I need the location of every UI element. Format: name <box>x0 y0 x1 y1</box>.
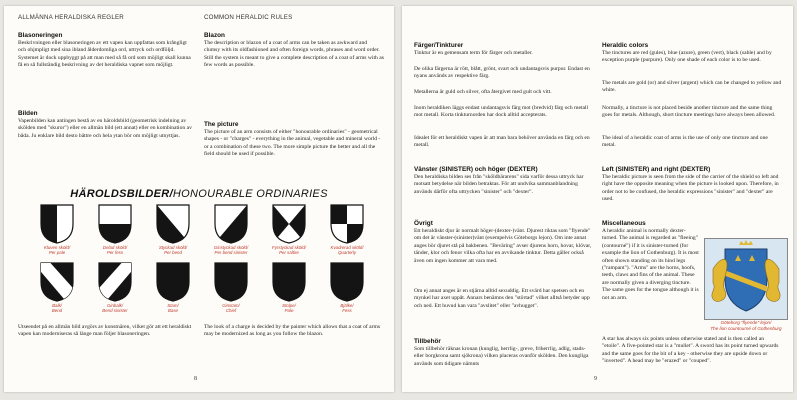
text-farger-1: Tinktur är en gemensam term för färger och metaller. <box>414 50 533 56</box>
right-page <box>402 6 793 392</box>
text-colors-1: The tinctures are red (gules), blue (azure), green (vert), black (sable) and by exception purple (purpure). Only one shade of each color is to be used. <box>602 50 772 64</box>
caption-sv: Kvadrerad sköld/ <box>330 245 364 250</box>
heading-blazon: Blazon <box>204 32 225 39</box>
shield-pale-icon <box>272 262 306 302</box>
caption-bend <box>37 303 77 313</box>
caption-per-bend <box>153 245 193 255</box>
shield-per-saltire <box>269 204 309 255</box>
gothenburg-coat-of-arms <box>704 238 788 320</box>
text-ovrigt-1: Ett heraldiskt djur är normalt höger-(dexter-)vänt. Djurest riktas som "flyende" om det är vänster-(sinister)vänt (exempelvis Göteborgs lejon). Om inte annat anges bör djuret stå på bakbenen. "Beväring" avser djurens horn, hovar, klövar, tänder, klor och fenor vilka ofta har en avvikande tinktur. Detta gäller också även om ingen kommer att vara med. <box>414 228 592 264</box>
caption-per-fess <box>95 245 135 255</box>
shield-bend-sinister <box>95 262 135 313</box>
left-page <box>4 6 394 392</box>
heading-heraldic-colors: Heraldic colors <box>602 42 649 49</box>
caption-per-bend-sinister <box>211 245 251 255</box>
caption-en: Pale <box>284 308 294 314</box>
banner-swedish: HÄROLDSBILDER/ <box>70 188 173 200</box>
caption-sv: Styckad sköld/ <box>158 245 188 250</box>
caption-sv: Stam/ <box>167 303 179 308</box>
caption-per-pale <box>37 245 77 255</box>
heading-blasoneringen: Blasoneringen <box>18 32 63 39</box>
heading-bilden: Bilden <box>18 110 38 117</box>
heading-ovrigt: Övrigt <box>414 220 433 227</box>
text-misc-2: A star has always six points unless otherwise stated and is then called an "etoile". A five-pointed star is a "mullet". A sword has its point turned upwards and the same goes for the bit of a key - otherwise they are upside down or "inverted". A head may be "erazed" or "couped". <box>602 336 779 365</box>
heading-vanster-hoger: Vänster (SINISTER) och höger (DEXTER) <box>414 166 538 173</box>
caption-per-saltire <box>269 245 309 255</box>
shield-pale <box>269 262 309 313</box>
text-picture: The picture of an arm consists of either "honourable ordinaries" - geometrical shapes - or "charges" - everything in the animal, vegetable and mineral world - or a combination of these two. The more simple picture the better and all the field should be used if possible. <box>204 129 381 158</box>
text-farger-3: Metallerna är guld och silver, ofta återgivet med gult och vitt. <box>414 89 552 95</box>
shield-fess-icon <box>330 262 364 302</box>
coat-caption <box>702 320 790 331</box>
heading-left-right: Left (SINISTER) and right (DEXTER) <box>602 166 711 173</box>
shield-bend-sinister-icon <box>98 262 132 302</box>
shield-per-bend <box>153 204 193 255</box>
text-misc-1: A heraldic animal is normally dexter-turned. The animal is regarded as "fleeing" (contourné") if it is sinister-turned (for example the lion of Gothenburg). It is most often shown standing on its hind legs ("rampant"). "Arms" are the horns, hoofs, teeth, claws and fins of the animal. These are normally given a diverging tincture. The same goes for the tongue although it is not an arm. <box>602 228 699 301</box>
caption-pale <box>269 303 309 313</box>
caption-en: Per bend sinister <box>214 250 248 256</box>
caption-sv: Bjälke/ <box>340 303 354 308</box>
heading-miscellaneous: Miscellaneous <box>602 220 646 227</box>
caption-sv: Ginstam/ <box>222 303 240 308</box>
shield-per-bend-icon <box>156 204 190 244</box>
shield-quarterly-icon <box>330 204 364 244</box>
text-blazon: The description or blazon of a coat of arms can be taken as awkward and clumsy with its oldfashioned and often foreign words, phrases and word order. Still the system is meant to give a complete description of a coat of arms with as few words as possible. <box>204 40 384 69</box>
text-bilden: Vapenbilden kan antingen bestå av en häroldsbild (geometrisk indelning av skölden med "skuror") eller en allmän bild (ett annat) eller en kombination av båda. Ju enklare bild desto bättre och hela ytan bör om möjligt utnyttjas. <box>18 118 192 139</box>
ordinaries-banner <box>4 188 394 200</box>
text-colors-3: Normally, a tincture is not placed beside another tincture and the same thing goes for metals. Although, short tincture meetings have always been allowed. <box>602 105 776 119</box>
coat-caption-sv: Göteborg "flyende" lejon/ <box>720 320 772 325</box>
shield-per-fess <box>95 204 135 255</box>
caption-en: Chief <box>225 308 237 314</box>
shield-base <box>153 262 193 313</box>
text-colors-2: The metals are gold (or) and silver (argent) which can be changed to yellow and white. <box>602 80 782 94</box>
heading-tillbehor: Tillbehör <box>414 338 441 345</box>
caption-sv: Ginbalk/ <box>106 303 124 308</box>
lion-shield-icon <box>705 239 787 319</box>
caption-en: Per saltire <box>279 250 299 256</box>
caption-en: Quarterly <box>337 250 357 256</box>
coat-caption-en: The lion countourné of Gothenburg <box>710 325 782 331</box>
shield-per-bend-sinister-icon <box>214 204 248 244</box>
shield-per-pale-icon <box>40 204 74 244</box>
caption-en: Bend <box>51 308 63 314</box>
shield-bend-icon <box>40 262 74 302</box>
text-farger-4: Inom heraldiken läggs endast undantagsvis färg mot (bredvid) färg och metall mot metall. Korta tinkturnorden har dock alltid accepterats. <box>414 105 589 119</box>
page-number-right: 9 <box>594 376 597 382</box>
text-colors-4: The ideal of a heraldic coat of arms is the use of only one tincture and one metal. <box>602 135 768 149</box>
text-sv-bottom: Utseendet på en allmän bild avgörs av konstnären, vilket gör att ett heraldiskt vapen kan moderniseras så länge man följer blasoneringen. <box>18 324 192 338</box>
caption-sv: Stolpe/ <box>282 303 296 308</box>
caption-sv: Fyrstyckad sköld/ <box>272 245 306 250</box>
banner-english: HONOURABLE ORDINARIES <box>172 188 328 200</box>
text-farger-2: De olika färgerna är rött, blått, grönt, svart och undantagsvis purpur. Endast en nyans används av respektive färg. <box>414 66 590 80</box>
caption-sv: Kluven sköld/ <box>43 245 71 250</box>
caption-en: Bend sinister <box>102 308 128 314</box>
caption-base <box>153 303 193 313</box>
caption-bend-sinister <box>95 303 135 313</box>
shield-base-icon <box>156 262 190 302</box>
header-english: COMMON HERALDIC RULES <box>204 14 293 21</box>
shield-per-fess-icon <box>98 204 132 244</box>
caption-en: Fess <box>342 308 352 314</box>
shield-per-saltire-icon <box>272 204 306 244</box>
caption-chief <box>211 303 251 313</box>
caption-quarterly <box>327 245 367 255</box>
text-ovrigt-2: Om ej annat anges är en stjärna alltid sexuddig. Ett svärd har spetsen och en mynkel har axet uppåt. Annars benämns den "störtad" vilket alltså betyder upp och ned. Ett huvud kan vara "avslitet" eller "avhugget". <box>414 288 590 309</box>
shield-chief-icon <box>214 262 248 302</box>
text-tillbehor: Som tillbehör räknas kronan (kunglig, herrlig-, greve, friherrlig, adlig, stads- eller borgkrona samt sjökrona) vilken placeras ovanför skölden. Den kungliga används som tidigare nämnts <box>414 346 589 367</box>
shield-fess <box>327 262 367 313</box>
shield-chief <box>211 262 251 313</box>
caption-sv: Ginstyckad sköld/ <box>213 245 249 250</box>
caption-fess <box>327 303 367 313</box>
page-number-left: 8 <box>194 376 197 382</box>
text-left-right: The heraldic picture is seen from the side of the carrier of the shield so left and right have the opposite meaning when the picture is looked upon. Therefore, in order not to be confused, the heraldic expressions "sinister" and "dexter" are used. <box>602 174 779 203</box>
caption-sv: Balk/ <box>52 303 62 308</box>
text-en-bottom: The look of a charge is decided by the painter which allows that a coat of arms may be modernized as long as you follow the blazon. <box>204 324 381 338</box>
caption-sv: Delad sköld/ <box>102 245 128 250</box>
caption-en: Per fess <box>106 250 124 256</box>
text-blasoneringen: Beskrivningen eller blasoneringen av ett vapen kan uppfattas som krångligt och ohjmpligt med sina ibland ålderdomliga ord, uttryck och ordföljd. Systemet är dock uppbyggt på att man med så få ord som möjligt skall kunna få en så fullständig beskrivning av det heraldiska vapnet som möjligt. <box>18 40 191 69</box>
text-vanster-hoger: Den heraldiska bilden ses från "sköldbärarens" sida varför dessa uttryck har motsatt betydelse när bilden betraktas. För att undvika sammanblandning används därför ofta uttrycken "sinister" och "dexter". <box>414 174 584 195</box>
text-farger-5: Idealet för ett heraldiskt vapen är att man bara behöver använda en färg och en metall. <box>414 135 590 149</box>
heading-picture: The picture <box>204 121 239 128</box>
shield-per-bend-sinister <box>211 204 251 255</box>
caption-en: Base <box>167 308 178 314</box>
shield-per-pale <box>37 204 77 255</box>
shield-bend <box>37 262 77 313</box>
shield-quarterly <box>327 204 367 255</box>
heading-farger: Färger/Tinkturer <box>414 42 464 49</box>
caption-en: Per pale <box>48 250 66 256</box>
header-swedish: ALLMÄNNA HERALDISKA REGLER <box>18 14 124 21</box>
caption-en: Per bend <box>164 250 182 256</box>
